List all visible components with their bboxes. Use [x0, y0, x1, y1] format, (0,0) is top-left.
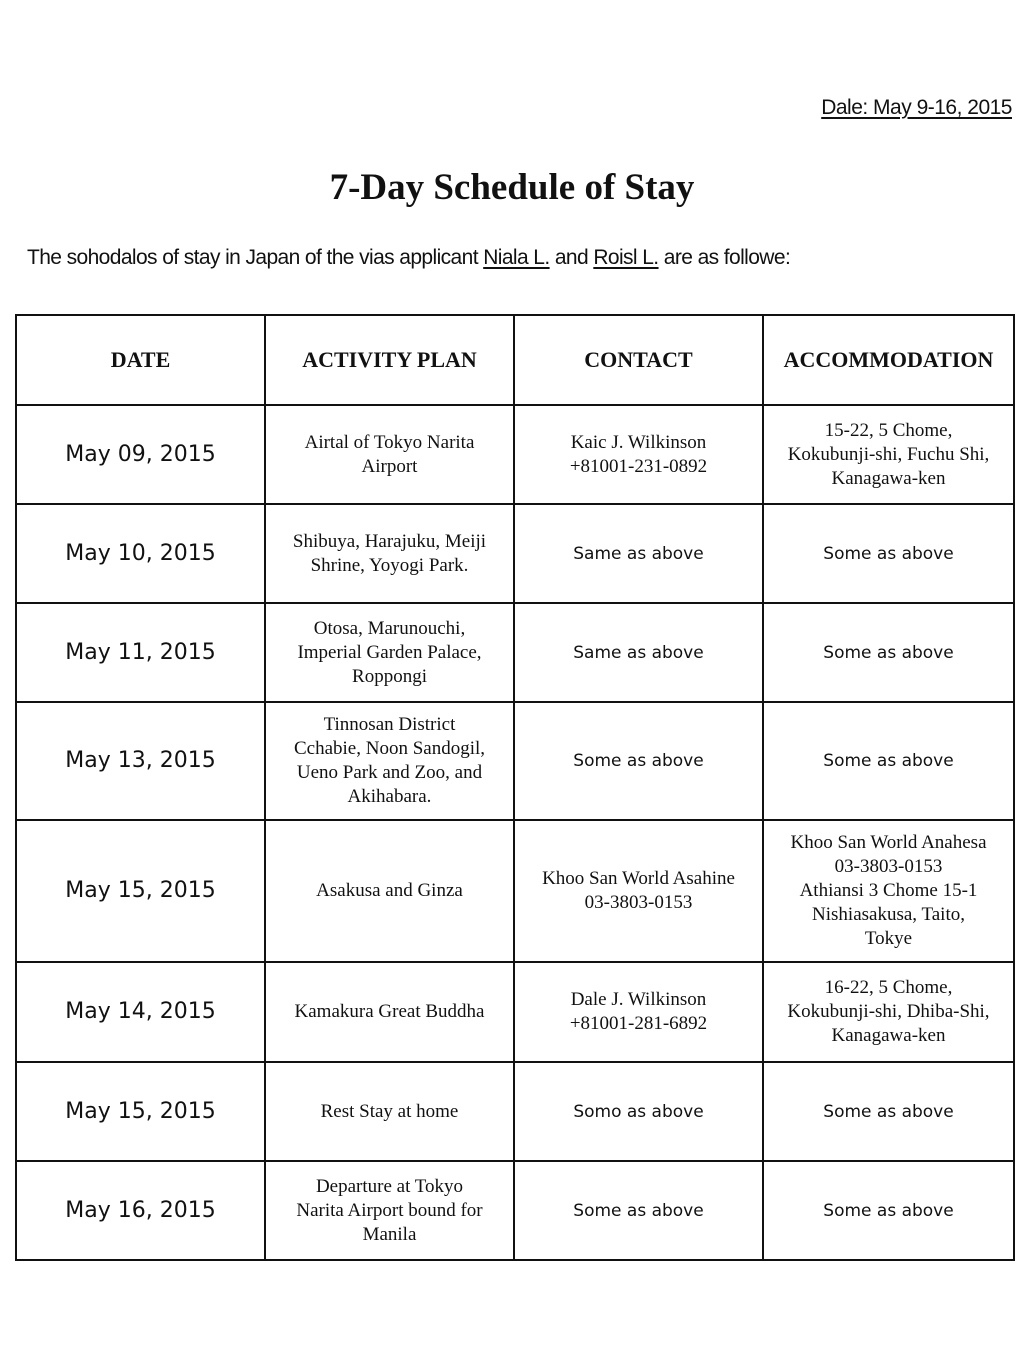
- cell-accommodation: Some as above: [763, 1062, 1014, 1161]
- cell-activity: Shibuya, Harajuku, Meiji Shrine, Yoyogi Park.: [265, 504, 514, 603]
- header-contact: CONTACT: [514, 315, 763, 405]
- cell-accommodation: 15-22, 5 Chome, Kokubunji-shi, Fuchu Shi, Kanagawa-ken: [763, 405, 1014, 504]
- cell-contact: Dale J. Wilkinson +81001-281-6892: [514, 962, 763, 1062]
- cell-accommodation: Some as above: [763, 1161, 1014, 1260]
- table-row: [16, 702, 1014, 820]
- intro-text-after: are as followe:: [658, 246, 791, 269]
- cell-date: May 13, 2015: [16, 702, 265, 820]
- table-row: [16, 405, 1014, 504]
- cell-contact: Khoo San World Asahine 03-3803-0153: [514, 820, 763, 962]
- document-title: 7-Day Schedule of Stay: [329, 167, 695, 208]
- cell-contact: Somo as above: [514, 1062, 763, 1161]
- table-row: [16, 1161, 1014, 1260]
- intro-paragraph: [27, 246, 790, 270]
- cell-accommodation: 16-22, 5 Chome, Kokubunji-shi, Dhiba-Shi, Kanagawa-ken: [763, 962, 1014, 1062]
- table-row: [16, 820, 1014, 962]
- cell-contact: Some as above: [514, 702, 763, 820]
- cell-date: May 14, 2015: [16, 962, 265, 1062]
- cell-date: May 15, 2015: [16, 1062, 265, 1161]
- table-header-row: [16, 315, 1014, 405]
- table-row: [16, 603, 1014, 702]
- table-row: [16, 1062, 1014, 1161]
- intro-text-middle: and: [549, 246, 594, 269]
- cell-accommodation: Some as above: [763, 504, 1014, 603]
- cell-activity: Departure at Tokyo Narita Airport bound for Manila: [265, 1161, 514, 1260]
- cell-activity: Airtal of Tokyo Narita Airport: [265, 405, 514, 504]
- cell-accommodation: Khoo San World Anahesa 03-3803-0153 Athiansi 3 Chome 15-1 Nishiasakusa, Taito, Tokye: [763, 820, 1014, 962]
- cell-contact: Kaic J. Wilkinson +81001-231-0892: [514, 405, 763, 504]
- intro-text-before: The sohodalos of stay in Japan of the vias applicant: [27, 246, 484, 269]
- cell-activity: Tinnosan District Cchabie, Noon Sandogil, Ueno Park and Zoo, and Akihabara.: [265, 702, 514, 820]
- cell-date: May 10, 2015: [16, 504, 265, 603]
- applicant-name-1: Niala L.: [483, 246, 550, 269]
- cell-date: May 11, 2015: [16, 603, 265, 702]
- schedule-table: [15, 314, 1015, 1261]
- cell-date: May 15, 2015: [16, 820, 265, 962]
- header-date: DATE: [16, 315, 265, 405]
- cell-activity: Rest Stay at home: [265, 1062, 514, 1161]
- cell-accommodation: Some as above: [763, 603, 1014, 702]
- cell-contact: Same as above: [514, 603, 763, 702]
- cell-activity: Asakusa and Ginza: [265, 820, 514, 962]
- header-activity-plan: ACTIVITY PLAN: [265, 315, 514, 405]
- applicant-name-2: Roisl L.: [593, 246, 659, 269]
- table-row: [16, 962, 1014, 1062]
- cell-date: May 09, 2015: [16, 405, 265, 504]
- cell-contact: Same as above: [514, 504, 763, 603]
- cell-activity: Otosa, Marunouchi, Imperial Garden Palace, Roppongi: [265, 603, 514, 702]
- cell-contact: Some as above: [514, 1161, 763, 1260]
- cell-date: May 16, 2015: [16, 1161, 265, 1260]
- cell-accommodation: Some as above: [763, 702, 1014, 820]
- document-date: Dale: May 9-16, 2015: [821, 96, 1012, 119]
- header-accommodation: ACCOMMODATION: [763, 315, 1014, 405]
- cell-activity: Kamakura Great Buddha: [265, 962, 514, 1062]
- table-row: [16, 504, 1014, 603]
